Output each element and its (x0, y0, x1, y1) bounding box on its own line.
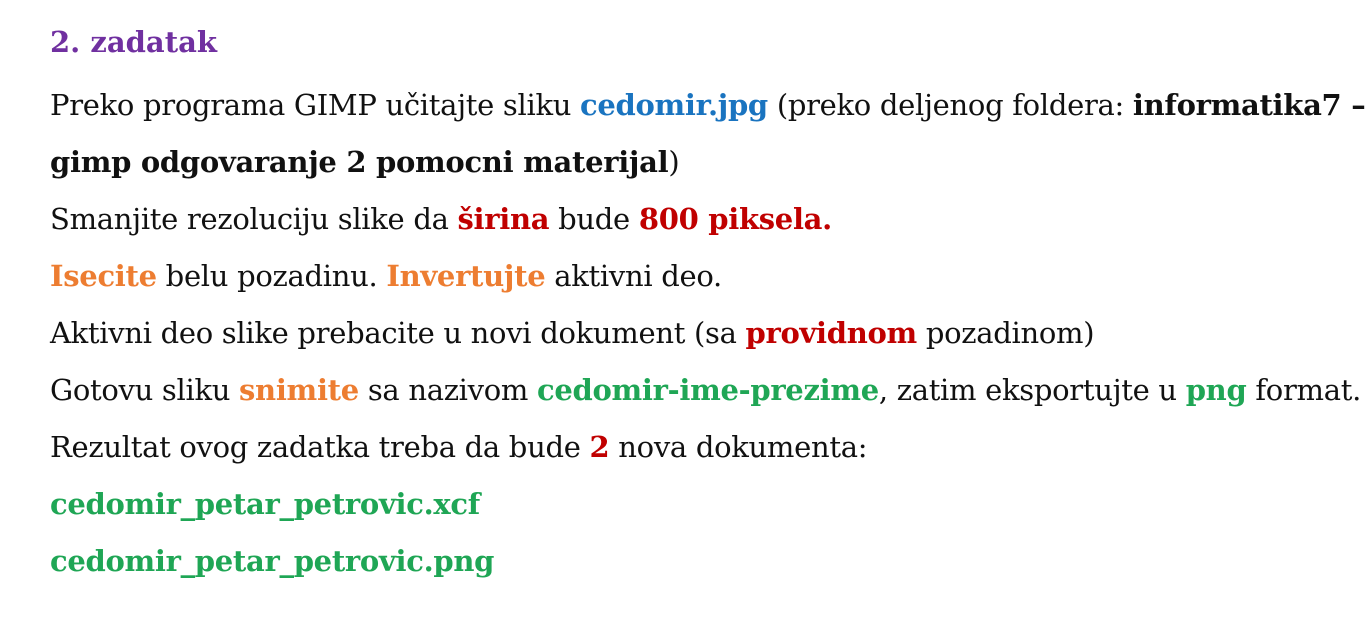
export-format: png (1185, 373, 1247, 407)
task-heading: 2. zadatak (50, 25, 217, 59)
paragraph-new-document (50, 305, 1330, 362)
source-filename: cedomir.jpg (580, 88, 768, 122)
invert-word: Invertujte (386, 259, 546, 293)
result-file-xcf: cedomir_petar_petrovic.xcf (50, 487, 480, 521)
result-file-png: cedomir_petar_petrovic.png (50, 544, 495, 578)
text: Preko programa GIMP učitajte sliku (50, 88, 581, 122)
text: sa nazivom (358, 373, 538, 407)
target-size: 800 piksela. (638, 202, 832, 236)
transparent-word: providnom (745, 316, 917, 350)
text: Rezultat ovog zadatka treba da bude (50, 430, 590, 464)
save-word: snimite (239, 373, 359, 407)
paragraph-resize (50, 191, 1330, 248)
paragraph-open-image-cont (50, 134, 1330, 191)
text: (preko deljenog foldera: (767, 88, 1133, 122)
document-count: 2 (589, 430, 610, 464)
text: nova dokumenta: (609, 430, 868, 464)
text: format. (1246, 373, 1361, 407)
paragraph-result (50, 419, 1330, 476)
paragraph-open-image (50, 77, 1365, 134)
text: Gotovu sliku (50, 373, 240, 407)
text: belu pozadinu. (156, 259, 387, 293)
text: Smanjite rezoluciju slike da (50, 202, 458, 236)
text: aktivni deo. (545, 259, 722, 293)
paragraph-crop-invert (50, 248, 1330, 305)
folder-name-part1: informatika7 – (1132, 88, 1365, 122)
text: Aktivni deo slike prebacite u novi dokument (sa (50, 316, 746, 350)
output-name: cedomir-ime-prezime (537, 373, 879, 407)
width-word: širina (457, 202, 550, 236)
text: , zatim eksportujte u (878, 373, 1186, 407)
text: pozadinom) (916, 316, 1095, 350)
document-page (50, 20, 1365, 590)
text: bude (549, 202, 639, 236)
text: ) (668, 145, 680, 179)
crop-word: Isecite (50, 259, 157, 293)
paragraph-save-export (50, 362, 1361, 419)
folder-name-part2: gimp odgovaranje 2 pomocni materijal (50, 145, 669, 179)
